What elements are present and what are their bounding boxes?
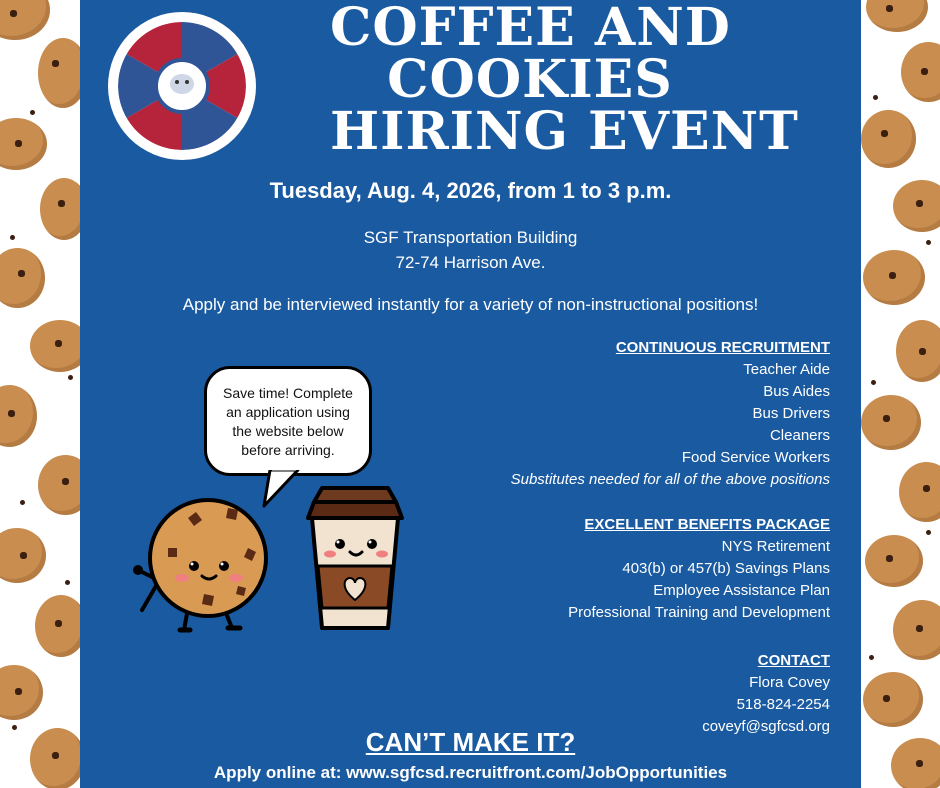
title-line: COFFEE AND — [330, 0, 731, 58]
cookie-icon — [863, 672, 923, 727]
cookie-icon — [896, 320, 940, 382]
location-address: 72-74 Harrison Ave. — [395, 253, 546, 272]
cookie-pattern-right — [861, 0, 940, 788]
event-date: Tuesday, Aug. 4, 2026, from 1 to 3 p.m. — [269, 178, 672, 203]
bubble-line: before arriving. — [241, 442, 335, 458]
coffee-cup-mascot-icon — [300, 478, 410, 638]
bubble-line: an application using — [226, 404, 350, 420]
list-item: Employee Assistance Plan — [653, 582, 830, 599]
cookie-icon — [0, 0, 50, 40]
list-item: Bus Drivers — [752, 405, 830, 422]
cookie-pattern-left — [0, 0, 80, 788]
logo-wheel-icon — [118, 22, 246, 150]
event-title — [330, 0, 799, 162]
cookie-icon — [866, 0, 928, 32]
cookie-icon — [861, 395, 921, 450]
list-item: Bus Aides — [763, 383, 830, 400]
cookie-mascot-icon — [128, 478, 288, 638]
benefits-list — [568, 514, 830, 624]
cookie-icon — [0, 248, 45, 308]
cookie-icon — [865, 535, 923, 587]
flyer-panel — [80, 0, 861, 788]
cookie-icon — [0, 118, 47, 170]
list-item: NYS Retirement — [721, 538, 830, 555]
section-heading: EXCELLENT BENEFITS PACKAGE — [584, 516, 830, 533]
location-building: SGF Transportation Building — [363, 228, 578, 247]
section-heading: CONTINUOUS RECRUITMENT — [615, 339, 830, 356]
contact-name: Flora Covey — [749, 674, 830, 691]
contact-phone[interactable]: 518-824-2254 — [736, 696, 830, 713]
list-item: Food Service Workers — [681, 449, 830, 466]
cant-make-it-heading: CAN’T MAKE IT? — [365, 727, 576, 757]
contact-email[interactable]: coveyf@sgfcsd.org — [702, 718, 830, 735]
apply-online-link[interactable]: Apply online at: www.sgfcsd.recruitfront.com/JobOpportunities — [213, 763, 728, 782]
speech-bubble — [204, 366, 372, 476]
list-item: Professional Training and Development — [568, 604, 830, 621]
substitutes-note: Substitutes needed for all of the above positions — [510, 471, 830, 488]
continuous-recruitment-list — [511, 337, 830, 491]
title-line: HIRING EVENT — [330, 101, 799, 162]
list-item: Teacher Aide — [743, 361, 830, 378]
cookie-icon — [861, 110, 916, 168]
cookie-icon — [38, 38, 80, 108]
section-heading: CONTACT — [757, 652, 830, 669]
apply-instantly-text: Apply and be interviewed instantly for a variety of non-instructional positions! — [182, 295, 759, 314]
school-logo — [108, 12, 256, 160]
cookie-icon — [40, 178, 80, 240]
cookie-icon — [899, 462, 940, 522]
title-line: COOKIES — [387, 49, 673, 110]
cookie-icon — [38, 455, 80, 515]
cookie-icon — [0, 385, 37, 447]
list-item: Cleaners — [769, 427, 830, 444]
bubble-line: Save time! Complete — [223, 385, 353, 401]
list-item: 403(b) or 457(b) Savings Plans — [622, 560, 830, 577]
contact-block — [702, 650, 830, 738]
bubble-line: the website below — [232, 423, 344, 439]
